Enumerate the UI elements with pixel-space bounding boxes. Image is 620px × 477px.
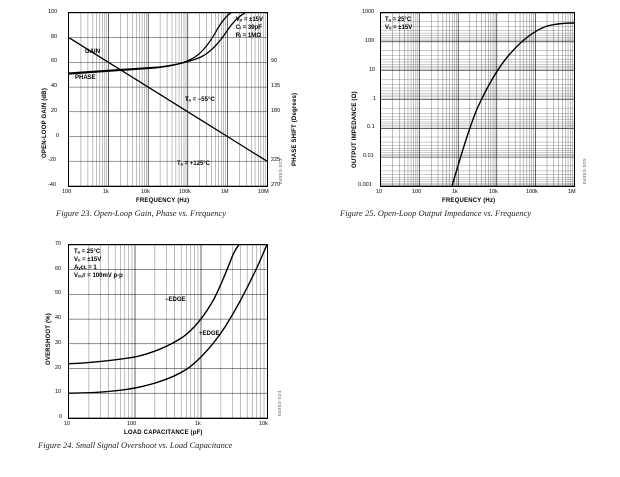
ytick-right: 135 bbox=[271, 83, 281, 90]
figure-23-caption: Figure 23. Open-Loop Gain, Phase vs. Frequency bbox=[56, 208, 227, 218]
ytick-right: 180 bbox=[271, 107, 281, 114]
ytick: 0 bbox=[59, 413, 63, 420]
ytick: 100 bbox=[48, 9, 58, 15]
condition-vs: Vₒ = ±15V bbox=[385, 25, 413, 32]
figure-24-plot bbox=[68, 244, 268, 419]
figure-24-conditions bbox=[74, 248, 123, 280]
ytick: 20 bbox=[55, 364, 62, 371]
ytick: 40 bbox=[55, 315, 62, 322]
xtick: 100k bbox=[526, 189, 538, 195]
figure-23-label-hot: Tₐ = +125°C bbox=[177, 161, 211, 167]
ytick: 10 bbox=[369, 66, 376, 73]
ytick: 0.01 bbox=[363, 153, 374, 160]
ytick: 70 bbox=[55, 241, 62, 247]
figure-24 bbox=[28, 240, 298, 460]
ytick: 80 bbox=[51, 33, 58, 40]
figure-23-xlabel: FREQUENCY (Hz) bbox=[136, 198, 190, 204]
condition-vout: Vₒᵤᴛ = 100mV p-p bbox=[74, 273, 123, 280]
figure-23-label-gain: GAIN bbox=[85, 49, 100, 55]
xtick: 10M bbox=[258, 189, 269, 195]
ytick: 1 bbox=[373, 95, 377, 102]
xtick: 10 bbox=[64, 421, 71, 427]
condition-vs: Vₒ = ±15V bbox=[74, 257, 102, 264]
figure-25-plot bbox=[380, 12, 575, 187]
ytick: -20 bbox=[48, 157, 56, 164]
figure-25-graphics bbox=[381, 13, 574, 186]
xtick: 10k bbox=[259, 421, 268, 427]
xtick: 100 bbox=[127, 421, 137, 427]
xtick: 1k bbox=[452, 189, 458, 195]
condition-rl: Rₗ = 1MΩ bbox=[235, 33, 262, 40]
xtick: 10k bbox=[141, 189, 150, 195]
figure-24-ylabel: OVERSHOOT (%) bbox=[46, 313, 52, 365]
figure-24-xlabel: LOAD CAPACITANCE (pF) bbox=[124, 430, 203, 436]
ytick: -40 bbox=[48, 181, 56, 188]
ytick: 20 bbox=[51, 107, 58, 114]
ytick: 0 bbox=[56, 132, 60, 139]
figure-24-label-minus-edge: −EDGE bbox=[165, 297, 186, 303]
figure-24-idcode: 04853-024 bbox=[277, 390, 282, 417]
figure-23-conditions bbox=[236, 16, 263, 40]
figure-25-caption: Figure 25. Open-Loop Output Impedance vs. Frequency bbox=[340, 208, 532, 218]
xtick: 100k bbox=[179, 189, 191, 195]
ytick: 0.001 bbox=[358, 181, 372, 188]
figure-23-idcode: 04853-023 bbox=[278, 158, 283, 185]
ytick: 60 bbox=[51, 58, 58, 65]
xtick: 100 bbox=[412, 189, 422, 195]
figure-23-ylabel: OPEN-LOOP GAIN (dB) bbox=[42, 87, 48, 158]
figure-25-conditions bbox=[385, 16, 412, 32]
ytick-right: 90 bbox=[271, 58, 278, 65]
ytick: 10 bbox=[55, 389, 62, 396]
figure-23-plot bbox=[68, 12, 268, 187]
xtick: 100 bbox=[62, 189, 72, 195]
ytick: 1000 bbox=[362, 9, 375, 15]
figure-25-idcode: 04853-025 bbox=[582, 158, 587, 185]
xtick: 10k bbox=[489, 189, 498, 195]
figure-24-label-plus-edge: +EDGE bbox=[199, 331, 220, 337]
ytick-right: 270 bbox=[271, 181, 281, 188]
ytick: 60 bbox=[55, 265, 62, 272]
condition-avcl: Aᵥᴄʟ = 1 bbox=[74, 265, 97, 272]
condition-cl: Cₗ = 39pF bbox=[235, 25, 262, 32]
ytick: 100 bbox=[365, 37, 375, 44]
ytick: 0.1 bbox=[367, 124, 375, 131]
xtick: 10 bbox=[376, 189, 383, 195]
figure-23 bbox=[28, 8, 298, 218]
ytick: 30 bbox=[55, 339, 62, 346]
ytick-right: 225 bbox=[271, 157, 281, 164]
figure-25 bbox=[330, 8, 600, 218]
figure-23-label-cold: Tₐ = −55°C bbox=[185, 97, 215, 103]
condition-ta: Tₐ = 25°C bbox=[385, 17, 412, 23]
xtick: 1M bbox=[568, 189, 576, 195]
figure-25-ylabel: OUTPUT IMPEDANCE (Ω) bbox=[352, 91, 358, 168]
xtick: 1M bbox=[221, 189, 229, 195]
condition-vs: Vₒ = ±15V bbox=[235, 17, 263, 23]
figure-23-label-phase: PHASE bbox=[75, 75, 96, 81]
figure-25-xlabel: FREQUENCY (Hz) bbox=[442, 198, 496, 204]
ytick: 40 bbox=[51, 83, 58, 90]
xtick: 1k bbox=[195, 421, 201, 427]
xtick: 1k bbox=[103, 189, 109, 195]
ytick: 50 bbox=[55, 290, 62, 297]
figure-24-caption: Figure 24. Small Signal Overshoot vs. Load Capacitance bbox=[38, 440, 233, 450]
condition-ta: Tₐ = 25°C bbox=[74, 249, 101, 255]
figure-23-y2label: PHASE SHIFT (Degrees) bbox=[292, 92, 298, 166]
